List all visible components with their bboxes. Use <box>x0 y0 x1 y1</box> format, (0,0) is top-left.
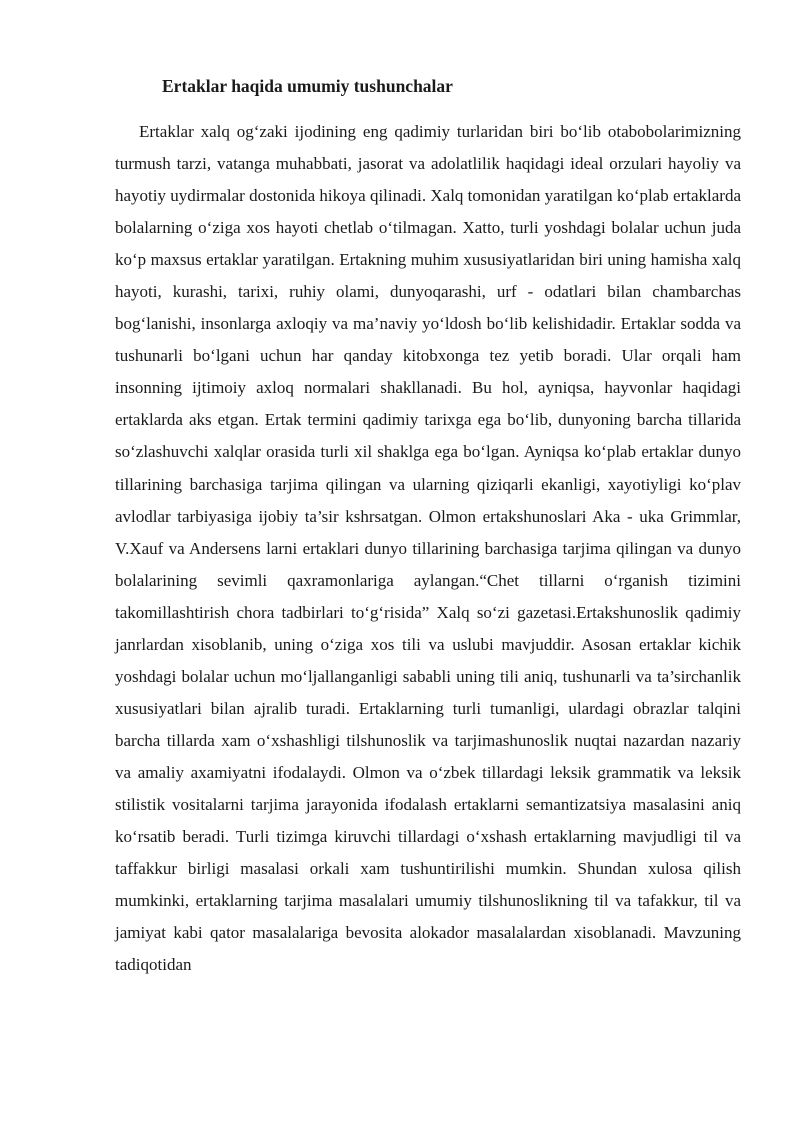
section-heading: Ertaklar haqida umumiy tushunchalar <box>162 76 453 96</box>
body-paragraph: Ertaklar xalq og‘zaki ijodining eng qadimiy turlaridan biri bo‘lib otabobolarimizning turmush tarzi, vatanga muhabbati, jasorat va adolatlilik haqidagi ideal orzulari hayoliy va hayotiy uydirmalar dostonida hikoya qilinadi. Xalq tomonidan yaratilgan ko‘plab ertaklarda bolalarning o‘ziga xos hayoti chetlab o‘tilmagan. Xatto, turli yoshdagi bolalar uchun juda ko‘p maxsus ertaklar yaratilgan. Ertakning muhim xususiyatlaridan biri uning hamisha xalq hayoti, kurashi, tarixi, ruhiy olami, dunyoqarashi, urf - odatlari bilan chambarchas bog‘lanishi, insonlarga axloqiy va ma’naviy yo‘ldosh bo‘lib kelishidadir. Ertaklar sodda va tushunarli bo‘lgani uchun har qanday kitobxonga tez yetib boradi. Ular orqali ham insonning ijtimoiy axloq normalari shakllanadi. Bu hol, ayniqsa, hayvonlar haqidagi ertaklarda aks etgan. Ertak termini qadimiy tarixga ega bo‘lib, dunyoning barcha tillarida so‘zlashuvchi xalqlar orasida turli xil shaklga ega bo‘lgan. Ayniqsa ko‘plab ertaklar dunyo tillarining barchasiga tarjima qilingan va ularning qiziqarli ekanligi, xayotiyligi ko‘plav avlodlar tarbiyasiga ijobiy ta’sir kshrsatgan. Olmon ertakshunoslari Aka - uka Grimmlar, V.Xauf va Andersens larni ertaklari dunyo tillarining barchasiga tarjima qilingan va dunyo bolalarining sevimli qaxramonlariga aylangan.“Chet tillarni o‘rganish tizimini takomillashtirish chora tadbirlari to‘g‘risida” Xalq so‘zi gazetasi.Ertakshunoslik qadimiy janrlardan xisoblanib, uning o‘ziga xos tili va uslubi mavjuddir. Asosan ertaklar kichik yoshdagi bolalar uchun mo‘ljallanganligi sababli uning tili aniq, tushunarli va ta’sirchanlik xususiyatlari bilan ajralib turadi. Ertaklarning turli tumanligi, ulardagi obrazlar talqini barcha tillarda xam o‘xshashligi tilshunoslik va tarjimashunoslik nuqtai nazardan nazariy va amaliy axamiyatni ifodalaydi. Olmon va o‘zbek tillardagi leksik grammatik va leksik stilistik vositalarni tarjima jarayonida ifodalash ertaklarni semantizatsiya masalasini aniq ko‘rsatib beradi. Turli tizimga kiruvchi tillardagi o‘xshash ertaklarning mavjudligi til va taffakkur birligi masalasi orkali xam tushuntirilishi mumkin. Shundan xulosa qilish mumkinki, ertaklarning tarjima masalalari umumiy tilshunoslikning til va tafakkur, til va jamiyat kabi qator masalalariga bevosita alokador masalalardan xisoblanadi. Mavzuning tadiqotidan <box>115 122 741 975</box>
